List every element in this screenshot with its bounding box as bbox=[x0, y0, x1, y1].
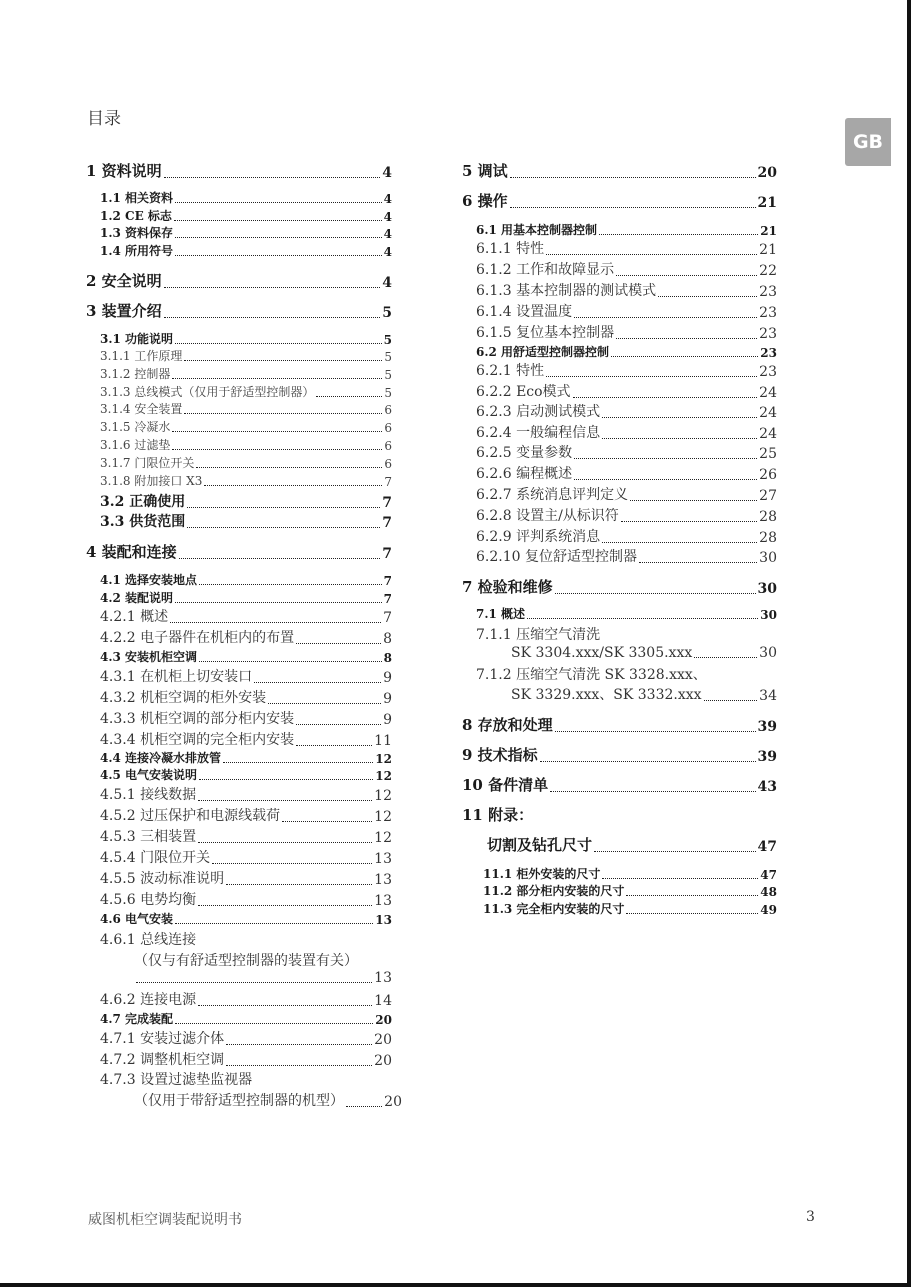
toc-entry[interactable]: 切割及钻孔尺寸 47 bbox=[487, 836, 777, 855]
toc-entry[interactable]: 8 存放和处理 39 bbox=[462, 716, 777, 735]
toc-entry[interactable]: 4.5 电气安装说明 12 bbox=[100, 768, 392, 783]
toc-entry-text[interactable]: 7.1.2 压缩空气清洗 SK 3328.xxx、 bbox=[476, 667, 707, 683]
toc-entry[interactable]: 6.1.2 工作和故障显示 22 bbox=[476, 262, 777, 279]
toc-entry[interactable]: 3.1.8 附加接口 X3 7 bbox=[100, 474, 392, 489]
toc-entry[interactable]: 10 备件清单 43 bbox=[462, 776, 777, 795]
toc-entry[interactable]: 4.5.5 波动标准说明 13 bbox=[100, 871, 392, 888]
toc-entry[interactable]: 3.2 正确使用 7 bbox=[100, 494, 392, 511]
toc-entry[interactable]: 4.3.4 机柜空调的完全柜内安装 11 bbox=[100, 732, 392, 749]
toc-entry[interactable]: 7.1 概述 30 bbox=[476, 607, 777, 622]
page-number: 3 bbox=[806, 1209, 815, 1225]
toc-entry[interactable]: 11.1 柜外安装的尺寸 47 bbox=[483, 867, 777, 882]
toc-entry[interactable]: 4.6 电气安装 13 bbox=[100, 912, 392, 927]
toc-entry[interactable]: 6.2.9 评判系统消息 28 bbox=[476, 529, 777, 546]
toc-entry[interactable]: 4.7.1 安装过滤介体 20 bbox=[100, 1031, 392, 1048]
language-tab: GB bbox=[845, 118, 891, 166]
toc-entry[interactable]: 1.4 所用符号 4 bbox=[100, 244, 392, 259]
toc-entry[interactable]: SK 3304.xxx/SK 3305.xxx 30 bbox=[511, 645, 777, 661]
toc-entry[interactable]: 1.3 资料保存 4 bbox=[100, 226, 392, 241]
toc-entry[interactable]: 6.2.7 系统消息评判定义 27 bbox=[476, 487, 777, 504]
toc-entry[interactable]: 1.1 相关资料 4 bbox=[100, 191, 392, 206]
toc-entry[interactable]: 4.3.3 机柜空调的部分柜内安装 9 bbox=[100, 711, 392, 728]
toc-entry[interactable]: 4.6.2 连接电源 14 bbox=[100, 992, 392, 1009]
toc-entry[interactable]: 4.1 选择安装地点 7 bbox=[100, 573, 392, 588]
toc-entry[interactable]: 3.1.2 控制器 5 bbox=[100, 367, 392, 382]
toc-entry[interactable]: 4.5.4 门限位开关 13 bbox=[100, 850, 392, 867]
toc-entry[interactable]: 4.3.2 机柜空调的柜外安装 9 bbox=[100, 690, 392, 707]
toc-entry[interactable]: 11 附录： bbox=[462, 806, 534, 824]
toc-entry-text[interactable]: 4.7.3 设置过滤垫监视器 bbox=[100, 1072, 253, 1088]
toc-entry[interactable]: 3.1 功能说明 5 bbox=[100, 332, 392, 347]
toc-entry[interactable]: 4.3 安装机柜空调 8 bbox=[100, 650, 392, 665]
toc-entry[interactable]: 4.3.1 在机柜上切安装口 9 bbox=[100, 669, 392, 686]
toc-entry[interactable]: 6.2.8 设置主/从标识符 28 bbox=[476, 508, 777, 525]
toc-entry[interactable]: 1 资料说明 4 bbox=[86, 162, 392, 181]
toc-entry[interactable]: 4.5.3 三相装置 12 bbox=[100, 829, 392, 846]
toc-entry[interactable]: 3.1.4 安全装置 6 bbox=[100, 402, 392, 417]
toc-entry[interactable]: 4.2.2 电子器件在机柜内的布置 8 bbox=[100, 630, 392, 647]
toc-entry[interactable]: 4.5.6 电势均衡 13 bbox=[100, 892, 392, 909]
toc-entry[interactable]: 9 技术指标 39 bbox=[462, 746, 777, 765]
toc-entry[interactable]: 5 调试 20 bbox=[462, 162, 777, 181]
toc-entry[interactable]: 3.1.7 门限位开关 6 bbox=[100, 456, 392, 471]
page-border-bottom bbox=[0, 1283, 911, 1287]
toc-entry-text[interactable]: 4.6.1 总线连接 bbox=[100, 932, 197, 948]
toc-entry[interactable]: 11.2 部分柜内安装的尺寸 48 bbox=[483, 884, 777, 899]
toc-entry-text[interactable]: （仅与有舒适型控制器的装置有关） bbox=[134, 953, 358, 969]
toc-entry[interactable]: SK 3329.xxx、SK 3332.xxx 34 bbox=[511, 687, 777, 704]
toc-entry[interactable]: 6.2.10 复位舒适型控制器 30 bbox=[476, 549, 777, 566]
toc-entry[interactable]: 6.1.5 复位基本控制器 23 bbox=[476, 325, 777, 342]
toc-entry[interactable]: 4.7.2 调整机柜空调 20 bbox=[100, 1052, 392, 1069]
toc-entry[interactable]: 6.2.2 Eco模式 24 bbox=[476, 384, 777, 401]
toc-entry[interactable]: 3.3 供货范围 7 bbox=[100, 514, 392, 531]
toc-entry[interactable]: 4.5.1 接线数据 12 bbox=[100, 787, 392, 804]
toc-entry[interactable]: 6.1.3 基本控制器的测试模式 23 bbox=[476, 283, 777, 300]
toc-entry[interactable]: 6.2 用舒适型控制器控制 23 bbox=[476, 345, 777, 360]
toc-entry[interactable]: （仅用于带舒适型控制器的机型） 20 bbox=[134, 1093, 402, 1110]
page-title: 目录 bbox=[87, 109, 121, 129]
toc-entry[interactable]: 4.5.2 过压保护和电源线载荷 12 bbox=[100, 808, 392, 825]
toc-entry[interactable]: 4.2.1 概述 7 bbox=[100, 609, 392, 626]
toc-entry[interactable]: 3.1.6 过滤垫 6 bbox=[100, 438, 392, 453]
toc-entry[interactable]: 13 bbox=[134, 970, 392, 986]
toc-entry[interactable]: 6 操作 21 bbox=[462, 192, 777, 211]
toc-entry[interactable]: 6.2.6 编程概述 26 bbox=[476, 466, 777, 483]
toc-entry[interactable]: 4 装配和连接 7 bbox=[86, 543, 392, 562]
toc-entry[interactable]: 6.2.4 一般编程信息 24 bbox=[476, 425, 777, 442]
footer-title: 威图机柜空调装配说明书 bbox=[88, 1212, 242, 1228]
toc-entry[interactable]: 4.7 完成装配 20 bbox=[100, 1012, 392, 1027]
toc-entry[interactable]: 6.2.3 启动测试模式 24 bbox=[476, 404, 777, 421]
toc-entry[interactable]: 6.1.1 特性 21 bbox=[476, 241, 777, 258]
toc-entry[interactable]: 4.4 连接冷凝水排放管 12 bbox=[100, 751, 392, 766]
toc-entry[interactable]: 3.1.5 冷凝水 6 bbox=[100, 420, 392, 435]
toc-entry[interactable]: 6.2.1 特性 23 bbox=[476, 363, 777, 380]
toc-entry[interactable]: 3.1.3 总线模式（仅用于舒适型控制器） 5 bbox=[100, 385, 392, 400]
toc-entry[interactable]: 4.2 装配说明 7 bbox=[100, 591, 392, 606]
toc-entry[interactable]: 6.1 用基本控制器控制 21 bbox=[476, 223, 777, 238]
toc-entry[interactable]: 1.2 CE 标志 4 bbox=[100, 209, 392, 224]
toc-entry[interactable]: 3 装置介绍 5 bbox=[86, 302, 392, 321]
toc-entry[interactable]: 6.1.4 设置温度 23 bbox=[476, 304, 777, 321]
toc-entry[interactable]: 6.2.5 变量参数 25 bbox=[476, 445, 777, 462]
page-border-right bbox=[907, 0, 911, 1287]
toc-entry[interactable]: 2 安全说明 4 bbox=[86, 272, 392, 291]
toc-entry[interactable]: 7 检验和维修 30 bbox=[462, 578, 777, 597]
toc-entry-text[interactable]: 7.1.1 压缩空气清洗 bbox=[476, 627, 601, 643]
toc-entry[interactable]: 11.3 完全柜内安装的尺寸 49 bbox=[483, 902, 777, 917]
toc-entry[interactable]: 3.1.1 工作原理 5 bbox=[100, 349, 392, 364]
